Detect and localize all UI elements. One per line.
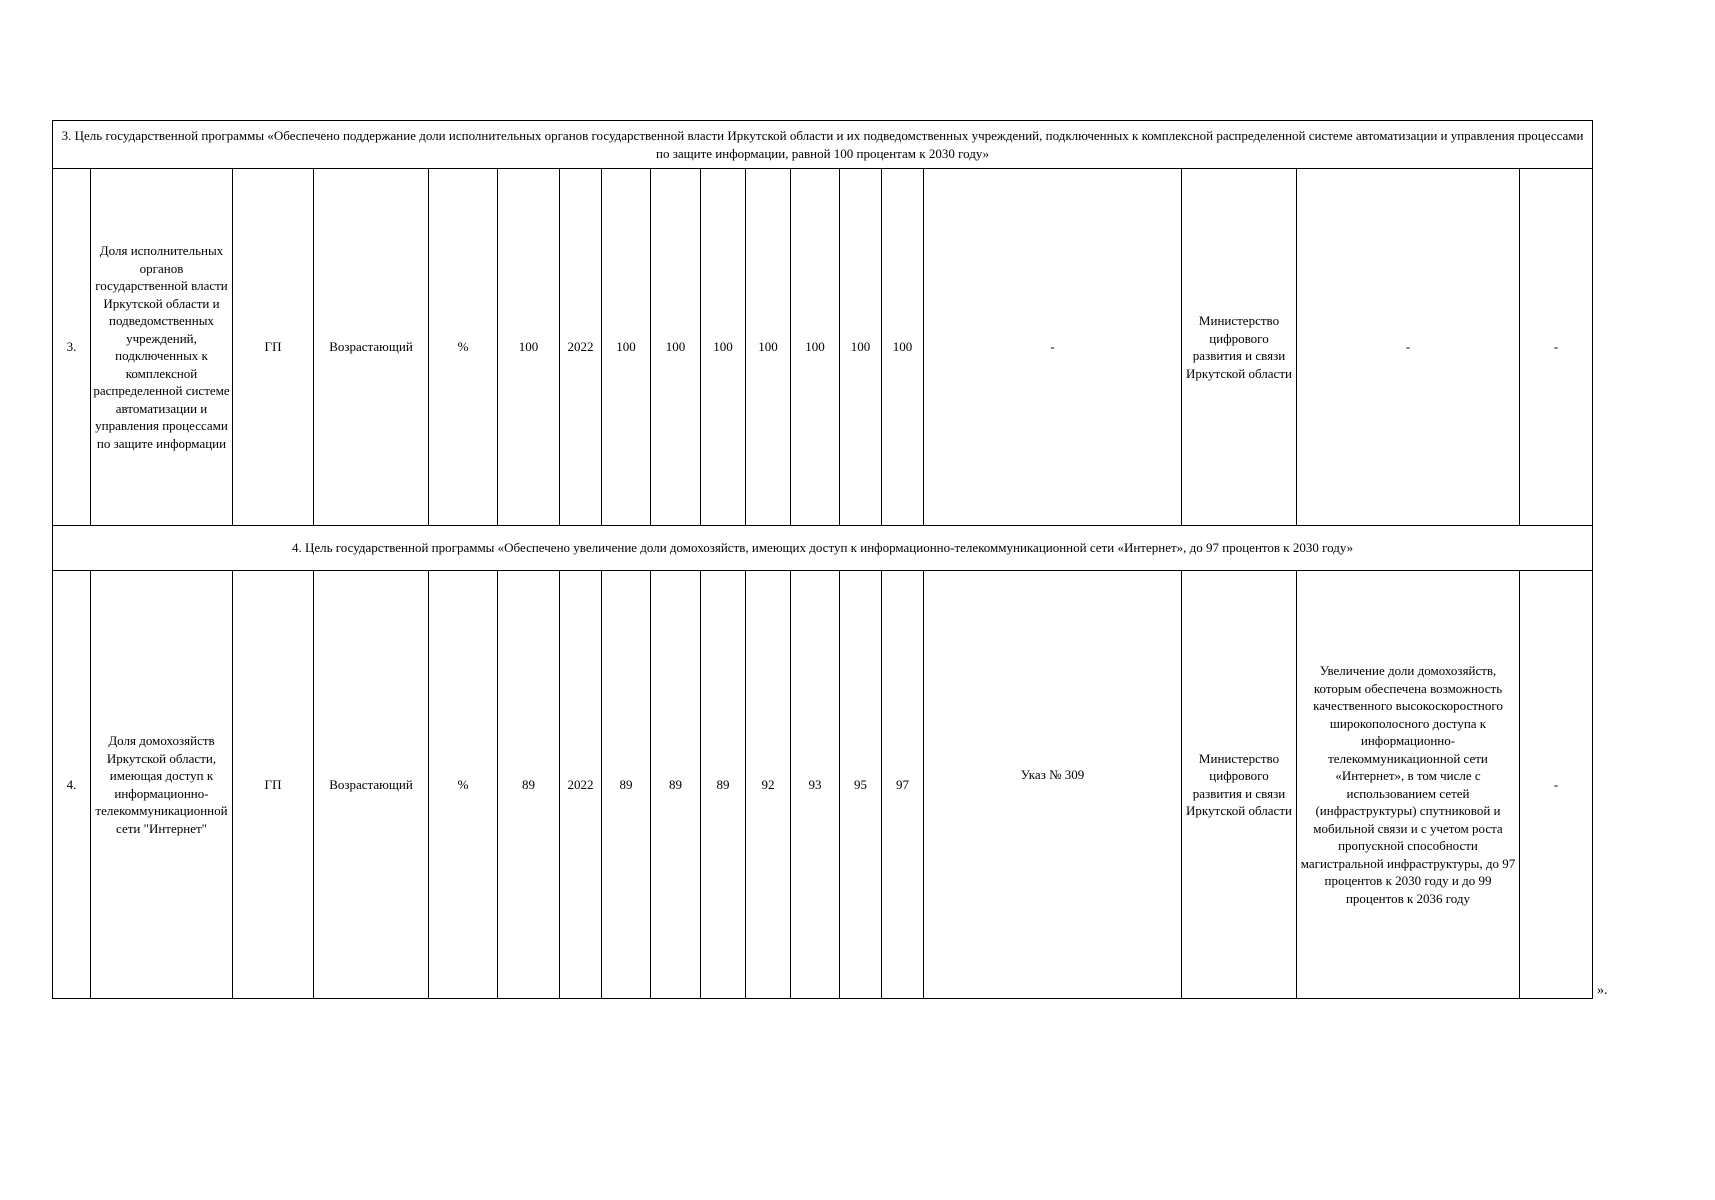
basis-document: - — [924, 169, 1182, 526]
goal-3-row — [53, 121, 1593, 169]
responsible-body: Министерство цифрового развития и связи Иркутской области — [1182, 169, 1297, 526]
goal-3-text: 3. Цель государственной программы «Обеспечено поддержание доли исполнительных органов государственной власти Иркутской области и их подведомственных учреждений, подключенных к комплексной распределенной системе автоматизации и управления процессами по защите информации, равной 100 процентам к 2030 году» — [53, 121, 1593, 169]
value-7: 97 — [882, 571, 924, 999]
value-2: 89 — [651, 571, 701, 999]
value-5: 93 — [791, 571, 840, 999]
program-level: ГП — [233, 169, 314, 526]
national-goal-link: - — [1297, 169, 1520, 526]
extra-info: - — [1520, 571, 1593, 999]
base-year: 2022 — [560, 169, 602, 526]
value-1: 100 — [602, 169, 651, 526]
closing-quote-mark: ». — [1597, 983, 1608, 998]
indicator-row-3 — [53, 169, 1593, 526]
indicator-name: Доля исполнительных органов государственной власти Иркутской области и подведомственных учреждений, подключенных к комплексной распределенной системе автоматизации и управления процессами по защите информации — [91, 169, 233, 526]
indicator-name: Доля домохозяйств Иркутской области, имеющая доступ к информационно-телекоммуникационной сети "Интернет" — [91, 571, 233, 999]
goal-4-text: 4. Цель государственной программы «Обеспечено увеличение доли домохозяйств, имеющих доступ к информационно-телекоммуникационной сети «Интернет», до 97 процентов к 2030 году» — [53, 526, 1593, 571]
goal-4-row — [53, 526, 1593, 571]
national-goal-link: Увеличение доли домохозяйств, которым обеспечена возможность качественного высокоскоростного широкополосного доступа к информационно-телекоммуникационной сети «Интернет», в том числе с использованием сетей (инфраструктуры) спутниковой и мобильной связи и с учетом роста пропускной способности магистральной инфраструктуры, до 97 процентов к 2030 году и до 99 процентов к 2036 году — [1297, 571, 1520, 999]
value-3: 100 — [701, 169, 746, 526]
trend-type: Возрастающий — [314, 169, 429, 526]
basis-document — [924, 571, 1182, 999]
value-4: 100 — [746, 169, 791, 526]
value-4: 92 — [746, 571, 791, 999]
row-number: 3. — [53, 169, 91, 526]
basis-document-text: Указ № 309 — [1020, 766, 1085, 782]
value-6: 100 — [840, 169, 882, 526]
value-2: 100 — [651, 169, 701, 526]
program-level: ГП — [233, 571, 314, 999]
value-1: 89 — [602, 571, 651, 999]
value-5: 100 — [791, 169, 840, 526]
value-7: 100 — [882, 169, 924, 526]
responsible-body: Министерство цифрового развития и связи Иркутской области — [1182, 571, 1297, 999]
extra-info: - — [1520, 169, 1593, 526]
base-year: 2022 — [560, 571, 602, 999]
unit: % — [429, 169, 498, 526]
value-6: 95 — [840, 571, 882, 999]
indicator-row-4 — [53, 571, 1593, 999]
indicators-table — [52, 120, 1593, 999]
base-value: 100 — [498, 169, 560, 526]
unit: % — [429, 571, 498, 999]
value-3: 89 — [701, 571, 746, 999]
row-number: 4. — [53, 571, 91, 999]
base-value: 89 — [498, 571, 560, 999]
trend-type: Возрастающий — [314, 571, 429, 999]
